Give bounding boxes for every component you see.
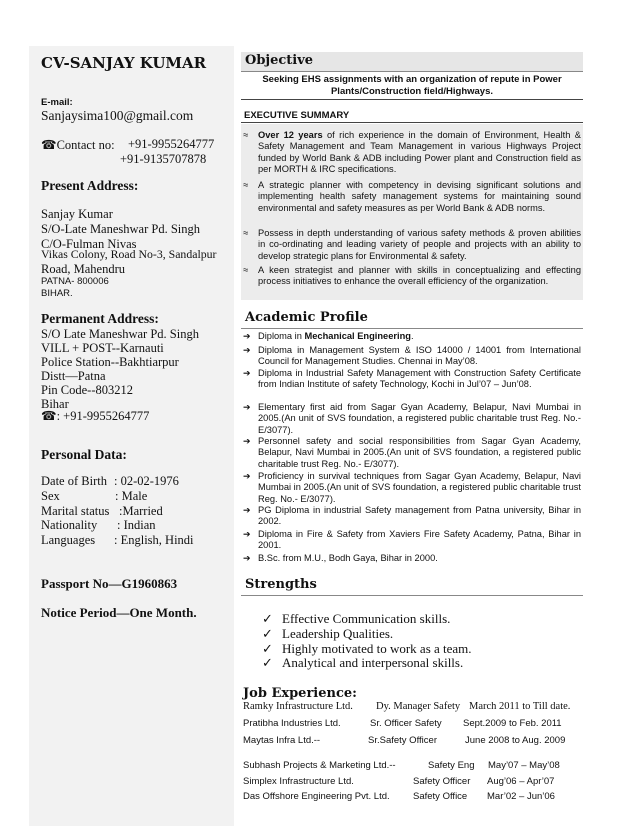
- academic-item: ➔ Proficiency in survival techniques from Sagar Gyan Academy, Belapur, Navi Mumbai in 2005.(An unit of SVS foundation, a registered public charitable trust Reg. No.- E/3077).: [243, 471, 581, 504]
- objective-heading: Objective: [241, 52, 583, 72]
- job-company: Ramky Infrastructure Ltd.: [243, 701, 353, 712]
- arrow-bullet-icon: ➔: [243, 553, 251, 563]
- personal-row-marital: Marital status :Married: [41, 504, 163, 518]
- checkmark-icon: ✓: [262, 611, 273, 626]
- summary-item: ≈ A strategic planner with competency in devising significant solutions and implementing health safety management systems for maintaining sound environmental and safety measures as per World Bank & ADB norms.: [243, 180, 581, 213]
- permanent-phone[interactable]: : +91-9955264777: [56, 409, 150, 423]
- checkmark-icon: ✓: [262, 655, 273, 670]
- strength-item: ✓ Effective Communication skills.: [262, 611, 451, 626]
- academic-item: ➔ Personnel safety and social responsibilities from Sagar Gyan Academy, Belapur, Navi Mumbai in 2005.(An unit of SVS foundation, a registered public charitable trust Reg. No.- E/3077).: [243, 436, 581, 469]
- permanent-address-line: Police Station--Bakhtiarpur: [41, 355, 179, 369]
- job-period: June 2008 to Aug. 2009: [465, 735, 566, 746]
- academic-item: ➔ Diploma in Management System & ISO 14000 / 14001 from International Council for Management Studies. Chennai in May’08.: [243, 345, 581, 367]
- job-period: May’07 – May’08: [488, 760, 560, 771]
- passport-number: Passport No—G1960863: [41, 576, 178, 591]
- present-address-state: BIHAR.: [41, 288, 73, 299]
- present-address-line: Sanjay Kumar: [41, 207, 113, 221]
- personal-row-languages: Languages : English, Hindi: [41, 533, 194, 547]
- strength-item: ✓ Analytical and interpersonal skills.: [262, 655, 464, 670]
- contact-label: Contact no:: [56, 138, 115, 152]
- job-role: Sr.Safety Officer: [368, 735, 437, 746]
- arrow-bullet-icon: ➔: [243, 345, 251, 355]
- job-role: Safety Officer: [413, 776, 471, 787]
- permanent-address-line: Bihar: [41, 397, 69, 411]
- job-experience-heading: Job Experience:: [243, 686, 357, 701]
- summary-item: ≈ Possess in depth understanding of various safety methods & proven abilities in co-ordinating and leading variety of people and projects with an ability to develop strategic plans for Environmental & safety.: [243, 228, 581, 261]
- present-address-line: Vikas Colony, Road No-3, Sandalpur: [41, 247, 217, 261]
- job-period: Aug’06 – Apr’07: [487, 776, 555, 787]
- strength-item: ✓ Highly motivated to work as a team.: [262, 641, 472, 656]
- job-company: Maytas Infra Ltd.--: [243, 735, 321, 746]
- permanent-address-line: Pin Code--803212: [41, 383, 134, 397]
- job-company: Pratibha Industries Ltd.: [243, 718, 341, 729]
- checkmark-icon: ✓: [262, 641, 273, 656]
- permanent-address-line: Distt—Patna: [41, 369, 106, 383]
- job-period: Sept.2009 to Feb. 2011: [463, 718, 562, 729]
- academic-item: ➔ Elementary first aid from Sagar Gyan Academy, Belapur, Navi Mumbai in 2005.(An unit of SVS foundation, a registered public charitable trust Reg. No.- E/3077).: [243, 402, 581, 435]
- checkmark-icon: ✓: [262, 626, 273, 641]
- academic-item: ➔ PG Diploma in industrial Safety management from Patna university, Bihar in 2002.: [243, 505, 581, 527]
- personal-row-sex: Sex : Male: [41, 489, 148, 503]
- present-address-heading: Present Address:: [41, 178, 139, 193]
- objective-text: Seeking EHS assignments with an organization of repute in Power Plants/Construction field/Highways.: [262, 74, 562, 97]
- job-role: Dy. Manager Safety: [376, 701, 461, 712]
- permanent-address-line: S/O Late Maneshwar Pd. Singh: [41, 327, 199, 341]
- approx-bullet-icon: ≈: [243, 180, 249, 190]
- academic-profile-heading: Academic Profile: [241, 309, 583, 329]
- job-role: Sr. Officer Safety: [370, 718, 442, 729]
- arrow-bullet-icon: ➔: [243, 402, 251, 412]
- divider: [241, 99, 583, 100]
- arrow-bullet-icon: ➔: [243, 529, 251, 539]
- approx-bullet-icon: ≈: [243, 228, 249, 238]
- permanent-address-line: VILL + POST--Karnauti: [41, 341, 164, 355]
- strength-item: ✓ Leadership Qualities.: [262, 626, 394, 641]
- strengths-heading: Strengths: [241, 576, 583, 596]
- phone-icon: ☎: [41, 138, 57, 152]
- contact-row: [41, 137, 115, 153]
- phone-icon: ☎: [41, 409, 57, 423]
- academic-item: ➔ Diploma in Fire & Safety from Xaviers Fire Safety Academy, Patna, Bihar in 2001.: [243, 529, 581, 551]
- job-period: March 2011 to Till date.: [469, 701, 571, 712]
- phone-secondary[interactable]: +91-9135707878: [120, 152, 207, 166]
- divider: [241, 122, 583, 123]
- arrow-bullet-icon: ➔: [243, 436, 251, 446]
- phone-primary[interactable]: +91-9955264777: [128, 137, 215, 151]
- job-role: Safety Eng: [428, 760, 475, 771]
- personal-row-dob: Date of Birth : 02-02-1976: [41, 474, 179, 488]
- permanent-phone-row: [41, 408, 149, 424]
- notice-period: Notice Period—One Month.: [41, 605, 197, 620]
- summary-item: ≈ A keen strategist and planner with skills in conceptualizing and effecting process initiatives to enhance the overall efficiency of the organization.: [243, 265, 581, 287]
- job-company: Subhash Projects & Marketing Ltd.--: [243, 760, 396, 771]
- personal-data-heading: Personal Data:: [41, 447, 127, 462]
- personal-row-nationality: Nationality : Indian: [41, 518, 156, 532]
- academic-item: ➔ Diploma in Mechanical Engineering.: [243, 331, 414, 341]
- academic-item: ➔ Diploma in Industrial Safety Management with Construction Safety Certificate from Indian Institute of safety Technology, Kochi in Jul’07 – Jun’08.: [243, 368, 581, 390]
- arrow-bullet-icon: ➔: [243, 331, 251, 341]
- present-address-line: S/O-Late Maneshwar Pd. Singh: [41, 222, 201, 236]
- executive-summary-heading: EXECUTIVE SUMMARY: [244, 110, 350, 121]
- summary-item: ≈ Over 12 years of rich experience in the domain of Environment, Health & Safety Management and Team Management in various Highways Project funded by World Bank & ADB including Power plant and Construction field as per MORTH & IRC specifications.: [243, 130, 581, 174]
- email-label: E-mail:: [41, 97, 73, 108]
- present-address-line: Road, Mahendru: [41, 262, 126, 276]
- job-company: Das Offshore Engineering Pvt. Ltd.: [243, 791, 390, 802]
- academic-item: ➔ B.Sc. from M.U., Bodh Gaya, Bihar in 2000.: [243, 553, 438, 563]
- cv-title: CV-SANJAY KUMAR: [41, 54, 207, 72]
- arrow-bullet-icon: ➔: [243, 471, 251, 481]
- approx-bullet-icon: ≈: [243, 265, 249, 275]
- permanent-address-heading: Permanent Address:: [41, 311, 159, 326]
- present-address-line: C/O-Fulman Nivas: [41, 237, 137, 251]
- job-role: Safety Office: [413, 791, 468, 802]
- arrow-bullet-icon: ➔: [243, 505, 251, 515]
- arrow-bullet-icon: ➔: [243, 368, 251, 378]
- present-address-pin: PATNA- 800006: [41, 276, 109, 287]
- job-company: Simplex Infrastructure Ltd.: [243, 776, 354, 787]
- email-link[interactable]: Sanjaysima100@gmail.com: [41, 108, 194, 123]
- job-period: Mar’02 – Jun’06: [487, 791, 555, 802]
- approx-bullet-icon: ≈: [243, 130, 249, 140]
